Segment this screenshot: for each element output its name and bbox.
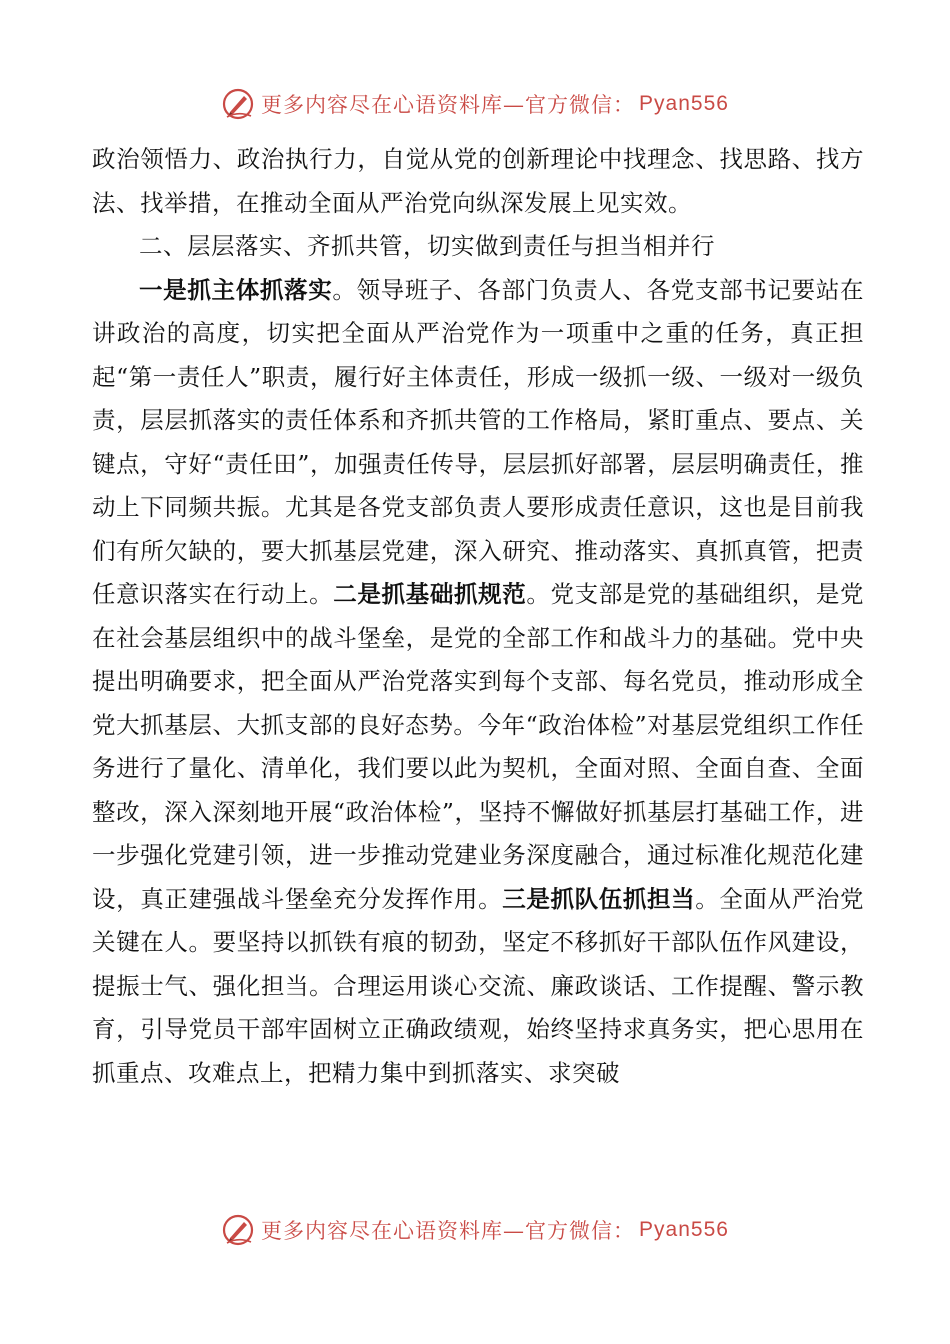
paragraph-text-3: 。全面从严治党关键在人。要坚持以抓铁有痕的韧劲，坚定不移抓好干部队伍作风建设，提振士气、强化担当。合理运用谈心交流、廉政谈话、工作提醒、警示教育，引导党员干部牢固树立正确政绩观，始终坚持求真务实，把心思用在抓重点、攻难点上，把精力集中到抓落实、求突破 [92,884,865,1087]
pen-circle-logo-icon [221,1213,255,1247]
document-body [92,138,864,1095]
paragraph-main [92,269,864,1096]
paragraph-text-2: 。党支部是党的基础组织，是党在社会基层组织中的战斗堡垒，是党的全部工作和战斗力的基础。党中央提出明确要求，把全面从严治党落实到每个支部、每名党员，推动形成全党大抓基层、大抓支部的良好态势。今年“政治体检”对基层党组织工作任务进行了量化、清单化，我们要以此为契机，全面对照、全面自查、全面整改，深入深刻地开展“政治体检”，坚持不懈做好抓基层打基础工作，进一步强化党建引领，进一步推动党建业务深度融合，通过标准化规范化建设，真正建强战斗堡垒充分发挥作用。 [92,580,865,913]
lead-phrase-2: 二是抓基础抓规范 [333,580,527,608]
watermark-site-text: 更多内容尽在心语资料库—官方微信： [261,93,636,117]
lead-phrase-3: 三是抓队伍抓担当 [502,884,696,913]
paragraph-text-1: 。领导班子、各部门负责人、各党支部书记要站在讲政治的高度，切实把全面从严治党作为一项重中之重的任务，真正担起“第一责任人”职责，履行好主体责任，形成一级抓一级、一级对一级负责，层层抓落实的责任体系和齐抓共管的工作格局，紧盯重点、要点、关键点，守好“责任田”，加强责任传导，层层抓好部署，层层明确责任，推动上下同频共振。尤其是各党支部负责人要形成责任意识，这也是目前我们有所欠缺的，要大抓基层党建，深入研究、推动落实、真抓真管，把责任意识落实在行动上。 [92,275,865,608]
lead-phrase-1: 一是抓主体抓落实 [139,275,333,304]
watermark-header [0,84,950,124]
pen-circle-logo-icon [221,87,255,121]
section-heading: 二、层层落实、齐抓共管，切实做到责任与担当相并行 [139,232,715,260]
watermark-handle: Pyan556 [639,92,729,115]
paragraph-continuation: 政治领悟力、政治执行力，自觉从党的创新理论中找理念、找思路、找方法、找举措，在推动全面从严治党向纵深发展上见实效。 [92,145,864,217]
watermark-handle: Pyan556 [639,1218,729,1241]
watermark-site-text: 更多内容尽在心语资料库—官方微信： [261,1219,636,1243]
watermark-footer [0,1210,950,1250]
